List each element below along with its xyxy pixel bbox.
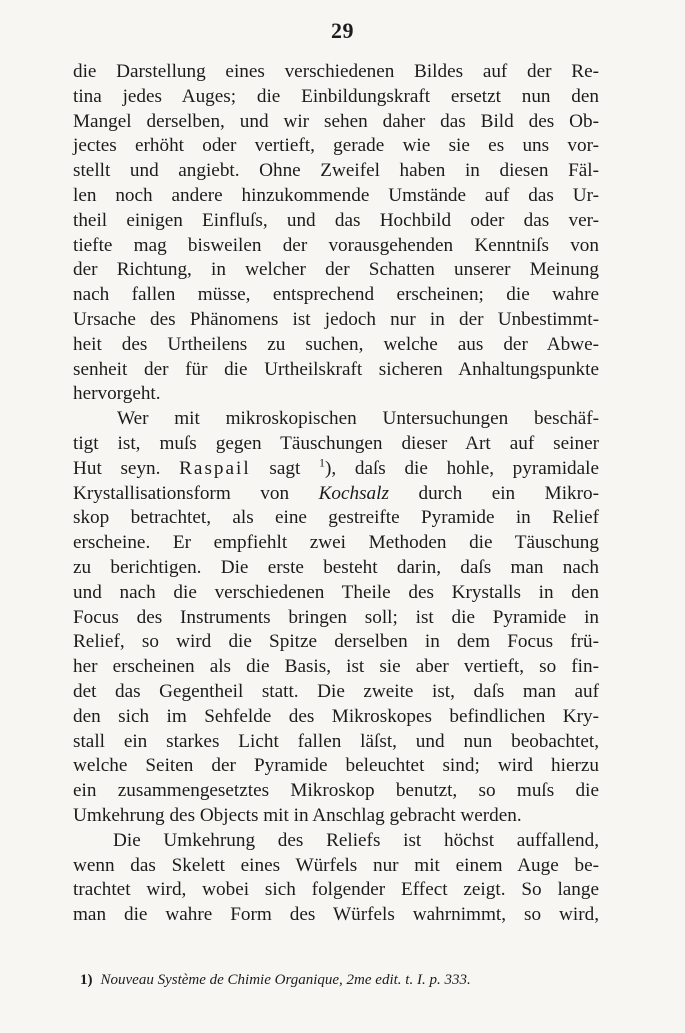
text-span: Krystallisationsform von [73,482,290,504]
paragraph-3 [73,829,599,928]
footnote [80,970,600,990]
text-line: den sich im Sehfelde des Mikroskopes befindlichen Kry- [73,705,599,727]
emphasis-term: Kochsalz [318,482,389,504]
text-line: ein zusammengesetztes Mikroskop benutzt, so muſs die [73,780,599,802]
text-line: her erscheinen als die Basis, ist sie aber vertieft, so fin- [73,656,599,678]
text-line: hervorgeht. [73,383,161,405]
text-line: welche Seiten der Pyramide beleuchtet sind; wird hierzu [73,755,599,777]
page-number: 29 [331,18,354,43]
text-line: senheit der für die Urtheilskraft sicheren Anhaltungspunkte [73,358,599,380]
text-span: sagt [269,457,301,479]
text-line: Mangel derselben, und wir sehen daher das Bild des Ob- [73,110,599,132]
text-line: skop betrachtet, als eine gestreifte Pyramide in Relief [73,507,599,529]
text-line: trachtet wird, wobei sich folgender Effect zeigt. So lange [73,879,599,901]
text-line: zu berichtigen. Die erste besteht darin, daſs man nach [73,556,599,578]
footnote-reference: 1 [318,455,325,470]
text-line: tina jedes Auges; die Einbildungskraft ersetzt nun den [73,85,599,107]
text-line: die Darstellung eines verschiedenen Bildes auf der Re- [73,61,599,82]
text-line: erscheine. Er empfiehlt zwei Methoden die Täuschung [73,532,599,554]
text-line: jectes erhöht oder vertieft, gerade wie sie es uns vor- [73,135,599,157]
text-line: nach fallen müsse, entsprechend erscheinen; die wahre [73,284,599,306]
text-line: Umkehrung des Objects mit in Anschlag gebracht werden. [73,804,522,826]
text-line: Wer mit mikroskopischen Untersuchungen beschäf- [117,408,599,430]
text-span: durch ein Mikro- [418,482,600,504]
text-line: heit des Urtheilens zu suchen, welche aus der Abwe- [73,333,599,355]
text-line: Relief, so wird die Spitze derselben in dem Focus frü- [73,631,599,653]
text-span: Hut seyn. [73,457,161,479]
text-line: tigt ist, muſs gegen Täuschungen dieser Art auf seiner [73,432,599,454]
text-line: wenn das Skelett eines Würfels nur mit einem Auge be- [73,854,599,876]
text-line [73,457,599,482]
paragraph-2 [73,407,599,829]
text-line: und nach die verschiedenen Theile des Krystalls in den [73,581,599,603]
text-line: stall ein starkes Licht fallen läſst, und nun beobachtet, [73,730,599,752]
text-line: man die wahre Form des Würfels wahrnimmt, so wird, [73,904,599,926]
body-text [73,60,599,928]
text-line: stellt und angiebt. Ohne Zweifel haben in diesen Fäl- [73,160,599,182]
text-span: ), daſs die hohle, pyramidale [324,457,599,479]
text-line: Ursache des Phänomens ist jedoch nur in der Unbestimmt- [73,308,599,330]
text-line: Focus des Instruments bringen soll; ist die Pyramide in [73,606,599,628]
footnote-mark: 1) [80,972,93,988]
text-line: len noch andere hinzukommende Umstände auf das Ur- [73,184,599,206]
text-line: der Richtung, in welcher der Schatten unserer Meinung [73,259,599,281]
text-line: det das Gegentheil statt. Die zweite ist, daſs man auf [73,680,599,702]
text-line: theil einigen Einfluſs, und das Hochbild oder das ver- [73,209,599,231]
footnote-text: Nouveau Système de Chimie Organique, 2me edit. t. I. p. 333. [100,972,471,988]
paragraph-1 [73,60,599,407]
text-line [73,482,599,507]
text-line: tiefte mag bisweilen der vorausgehenden Kenntniſs von [73,234,599,256]
text-line: Die Umkehrung des Reliefs ist höchst auffallend, [113,829,599,851]
author-name: Raspail [179,457,251,479]
